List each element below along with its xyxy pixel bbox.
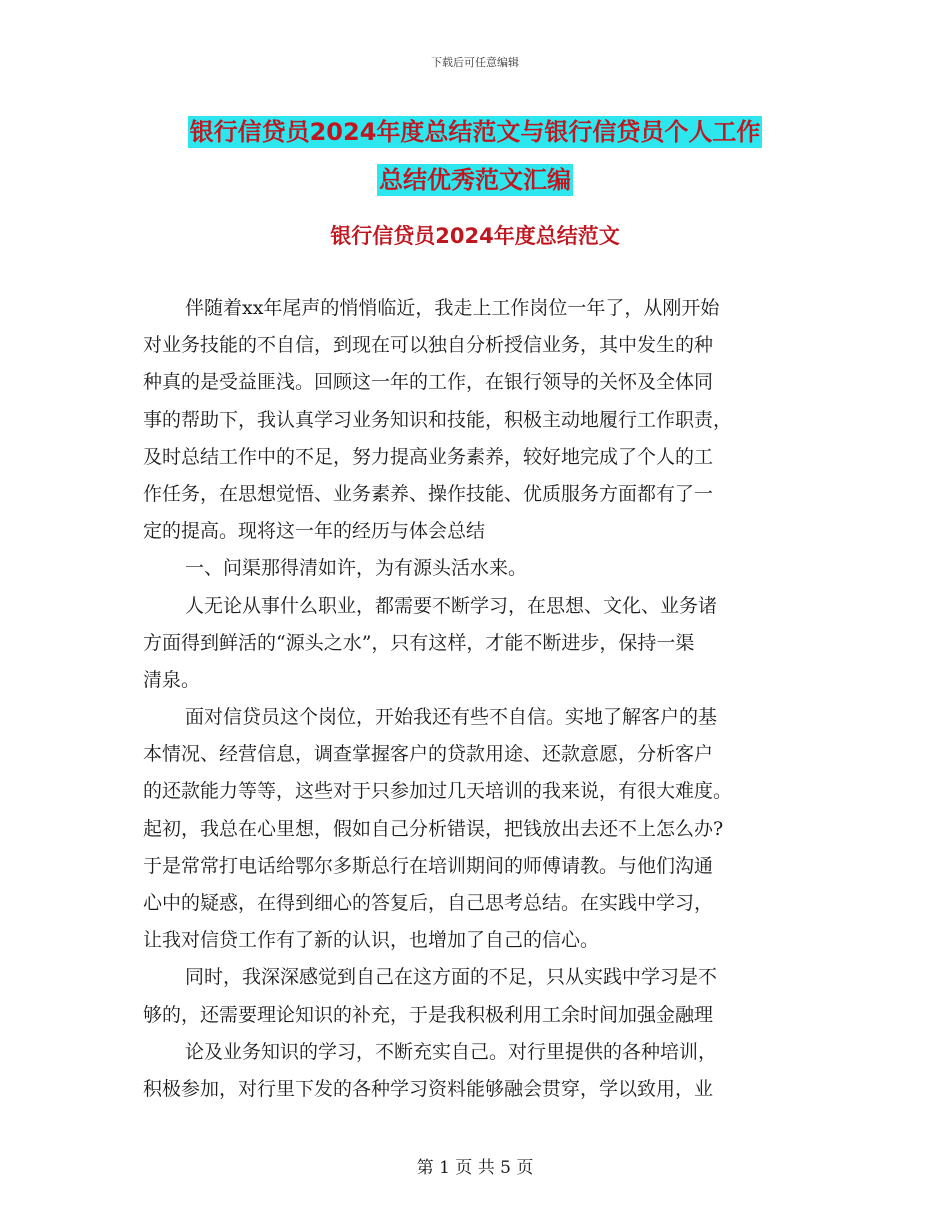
paragraph-line: 积极参加，对行里下发的各种学习资料能够融会贯穿，学以致用，业 <box>143 1077 714 1100</box>
paragraph-line: 伴随着xx年尾声的悄悄临近，我走上工作岗位一年了，从刚开始 <box>185 297 720 319</box>
paragraph-line: 本情况、经营信息，调查掌握客户的贷款用途、还款意愿，分析客户 <box>143 743 714 766</box>
paragraph-line: 同时，我深深感觉到自己在这方面的不足，只从实践中学习是不 <box>185 966 718 989</box>
paragraph-line: 事的帮助下，我认真学习业务知识和技能，积极主动地履行工作职责， <box>143 408 733 431</box>
paragraph-line: 定的提高。现将这一年的经历与体会总结 <box>143 520 486 543</box>
paragraph-line: 面对信贷员这个岗位，开始我还有些不自信。实地了解客户的基 <box>185 706 718 729</box>
paragraph-line: 于是常常打电话给鄂尔多斯总行在培训期间的师傅请教。与他们沟通 <box>143 854 714 877</box>
paragraph-line: 清泉。 <box>143 668 201 691</box>
document-title <box>0 108 950 204</box>
paragraph-line: 对业务技能的不自信，到现在可以独自分析授信业务，其中发生的种 <box>143 334 714 357</box>
title-line-2: 总结优秀范文汇编 <box>379 166 571 194</box>
paragraph-line: 心中的疑惑，在得到细心的答复后，自己思考总结。在实践中学习， <box>143 892 714 914</box>
section-title: 银行信贷员2024年度总结范文 <box>330 224 620 248</box>
paragraph-line: 的还款能力等等，这些对于只参加过几天培训的我来说，有很大难度。 <box>143 780 733 803</box>
body-text <box>143 290 808 1108</box>
paragraph-line: 方面得到鲜活的“源头之水”，只有这样，才能不断进步，保持一渠 <box>143 631 695 654</box>
header-note: 下载后可任意编辑 <box>431 56 519 69</box>
title-line-1: 银行信贷员2024年度总结范文与银行信贷员个人工作 <box>189 118 761 146</box>
paragraph-line: 及时总结工作中的不足，努力提高业务素养，较好地完成了个人的工 <box>143 445 714 468</box>
page-number-footer: 第 1 页 共 5 页 <box>416 1158 534 1178</box>
paragraph-line: 人无论从事什么职业，都需要不断学习，在思想、文化、业务诸 <box>185 594 718 617</box>
paragraph-line: 让我对信贷工作有了新的认识，也增加了自己的信心。 <box>143 929 600 952</box>
paragraph-line: 起初，我总在心里想，假如自己分析错误，把钱放出去还不上怎么办? <box>143 817 724 840</box>
paragraph-line: 够的，还需要理论知识的补充，于是我积极利用工余时间加强金融理 <box>143 1003 714 1026</box>
subheading-line: 一、问渠那得清如许，为有源头活水来。 <box>185 557 528 580</box>
paragraph-line: 种真的是受益匪浅。回顾这一年的工作，在银行领导的关怀及全体同 <box>143 371 714 394</box>
paragraph-line: 作任务，在思想觉悟、业务素养、操作技能、优质服务方面都有了一 <box>143 482 714 505</box>
paragraph-line: 论及业务知识的学习，不断充实自己。对行里提供的各种培训， <box>185 1040 718 1063</box>
